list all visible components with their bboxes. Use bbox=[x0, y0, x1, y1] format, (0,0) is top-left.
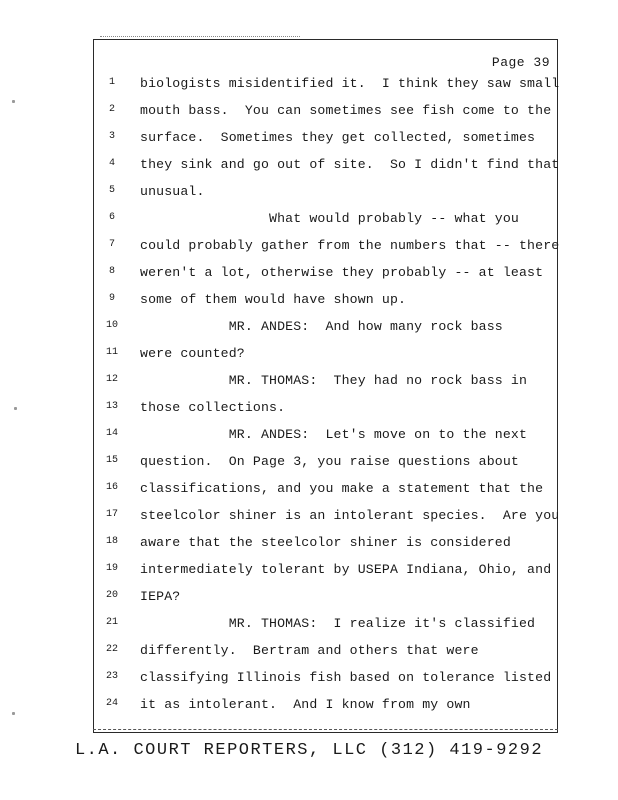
transcript-line bbox=[0, 427, 618, 454]
transcript-line bbox=[0, 346, 618, 373]
line-number: 16 bbox=[105, 482, 118, 493]
line-text: could probably gather from the numbers that -- there bbox=[140, 238, 560, 253]
transcript-line bbox=[0, 589, 618, 616]
line-text: classifying Illinois fish based on tolerance listed bbox=[140, 670, 552, 685]
transcript-line bbox=[0, 265, 618, 292]
line-number: 12 bbox=[105, 374, 118, 385]
transcript-line bbox=[0, 373, 618, 400]
line-text: classifications, and you make a statement that the bbox=[140, 481, 544, 496]
line-number: 1 bbox=[108, 77, 115, 88]
transcript-line bbox=[0, 562, 618, 589]
page-number: Page 39 bbox=[491, 55, 550, 70]
line-text: unusual. bbox=[140, 184, 205, 199]
line-text: it as intolerant. And I know from my own bbox=[140, 697, 471, 712]
line-number: 9 bbox=[108, 293, 115, 304]
transcript-line bbox=[0, 319, 618, 346]
line-number: 19 bbox=[105, 563, 118, 574]
line-number: 24 bbox=[105, 698, 118, 709]
transcript-line bbox=[0, 508, 618, 535]
transcript-line bbox=[0, 211, 618, 238]
transcript-line bbox=[0, 292, 618, 319]
transcript-line bbox=[0, 130, 618, 157]
line-number: 23 bbox=[105, 671, 118, 682]
line-number: 2 bbox=[108, 104, 115, 115]
line-text: question. On Page 3, you raise questions about bbox=[140, 454, 519, 469]
line-text: MR. ANDES: And how many rock bass bbox=[140, 319, 503, 334]
line-number: 13 bbox=[105, 401, 118, 412]
line-number: 18 bbox=[105, 536, 118, 547]
line-number: 21 bbox=[105, 617, 118, 628]
line-number: 20 bbox=[105, 590, 118, 601]
transcript-line bbox=[0, 157, 618, 184]
line-text: MR. THOMAS: I realize it's classified bbox=[140, 616, 536, 631]
line-number: 7 bbox=[108, 239, 115, 250]
line-text: were counted? bbox=[140, 346, 245, 361]
transcript-line bbox=[0, 616, 618, 643]
line-text: some of them would have shown up. bbox=[140, 292, 407, 307]
line-text: surface. Sometimes they get collected, sometimes bbox=[140, 130, 536, 145]
scan-speck bbox=[14, 407, 17, 410]
transcript-line bbox=[0, 670, 618, 697]
transcript-line bbox=[0, 103, 618, 130]
line-text: aware that the steelcolor shiner is considered bbox=[140, 535, 511, 550]
line-text: differently. Bertram and others that were bbox=[140, 643, 479, 658]
line-text: biologists misidentified it. I think they saw small bbox=[140, 76, 560, 91]
reporter-footer: L.A. COURT REPORTERS, LLC (312) 419-9292 bbox=[74, 741, 544, 760]
scan-artifact bbox=[100, 36, 300, 37]
line-number: 5 bbox=[108, 185, 115, 196]
transcript-line bbox=[0, 76, 618, 103]
transcript-line bbox=[0, 184, 618, 211]
line-number: 15 bbox=[105, 455, 118, 466]
scan-speck bbox=[12, 712, 15, 715]
line-text: MR. ANDES: Let's move on to the next bbox=[140, 427, 528, 442]
line-number: 4 bbox=[108, 158, 115, 169]
transcript-line bbox=[0, 535, 618, 562]
page-bottom-rule bbox=[93, 729, 558, 730]
transcript-line bbox=[0, 697, 618, 724]
line-number: 8 bbox=[108, 266, 115, 277]
line-text: they sink and go out of site. So I didn't find that bbox=[140, 157, 560, 172]
line-number: 6 bbox=[108, 212, 115, 223]
transcript-line bbox=[0, 454, 618, 481]
line-text: steelcolor shiner is an intolerant species. Are you bbox=[140, 508, 560, 523]
line-text: What would probably -- what you bbox=[140, 211, 519, 226]
line-text: intermediately tolerant by USEPA Indiana, Ohio, and bbox=[140, 562, 552, 577]
transcript-line bbox=[0, 481, 618, 508]
line-number: 14 bbox=[105, 428, 118, 439]
line-number: 17 bbox=[105, 509, 118, 520]
line-text: MR. THOMAS: They had no rock bass in bbox=[140, 373, 528, 388]
line-number: 22 bbox=[105, 644, 118, 655]
line-number: 10 bbox=[105, 320, 118, 331]
line-text: mouth bass. You can sometimes see fish come to the bbox=[140, 103, 552, 118]
line-number: 11 bbox=[105, 347, 118, 358]
line-text: those collections. bbox=[140, 400, 286, 415]
line-text: IEPA? bbox=[140, 589, 181, 604]
line-number: 3 bbox=[108, 131, 115, 142]
transcript-line bbox=[0, 238, 618, 265]
transcript-line bbox=[0, 643, 618, 670]
line-text: weren't a lot, otherwise they probably -- at least bbox=[140, 265, 544, 280]
scan-speck bbox=[12, 100, 15, 103]
transcript-line bbox=[0, 400, 618, 427]
